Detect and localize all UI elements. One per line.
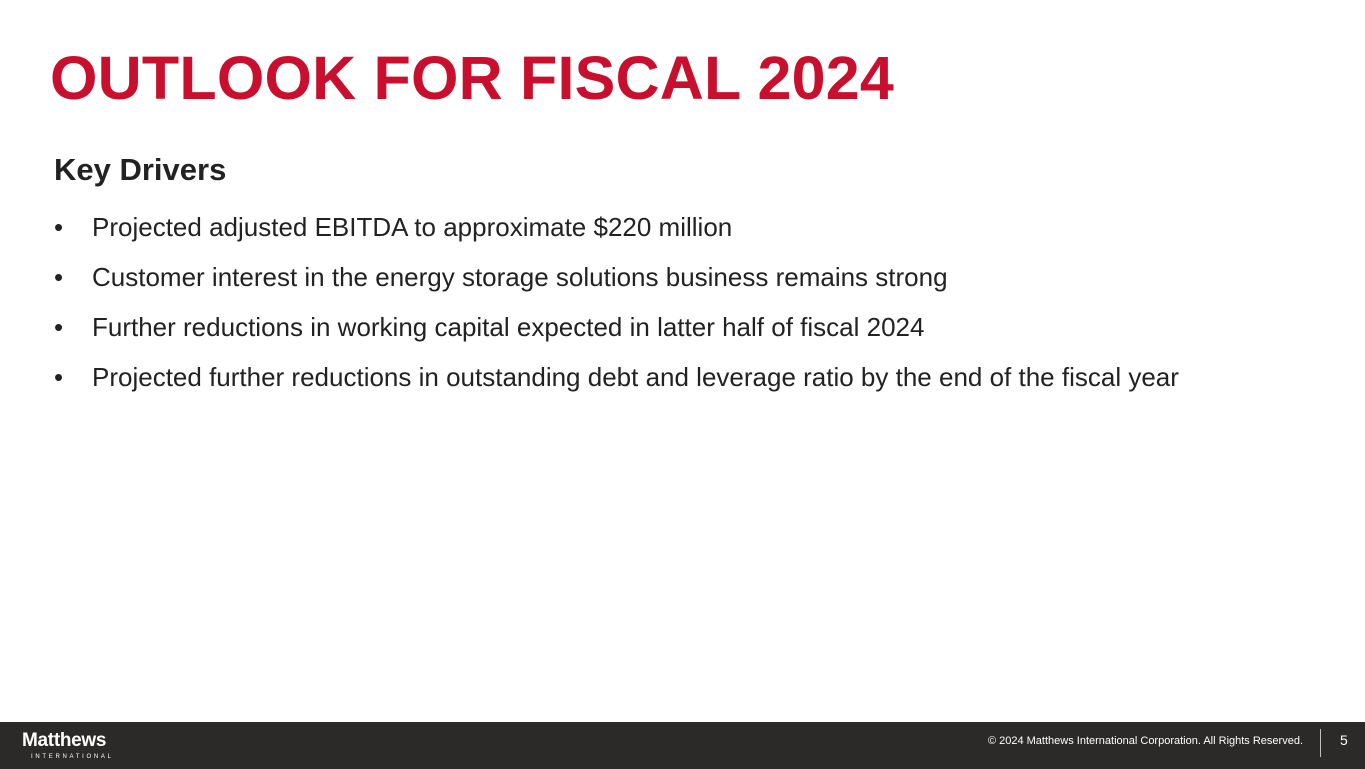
footer-divider: [1320, 729, 1321, 757]
logo-subtext: INTERNATIONAL: [31, 754, 114, 760]
page-number: 5: [1340, 732, 1348, 748]
bullet-text: Projected adjusted EBITDA to approximate $220 million: [92, 212, 733, 242]
section-heading: Key Drivers: [54, 152, 227, 187]
bullet-icon: •: [54, 362, 64, 392]
bullet-icon: •: [54, 312, 64, 342]
slide-title: OUTLOOK FOR FISCAL 2024: [50, 44, 895, 112]
matthews-logo: [22, 726, 132, 764]
logo-wordmark: Matthews: [22, 730, 107, 751]
bullet-text: Customer interest in the energy storage solutions business remains strong: [92, 262, 948, 292]
bullet-icon: •: [54, 262, 64, 292]
bullet-text: Projected further reductions in outstanding debt and leverage ratio by the end of the fiscal year: [92, 362, 1179, 392]
footer-bar: [0, 722, 1365, 769]
bullet-icon: •: [54, 212, 64, 242]
copyright-notice: © 2024 Matthews International Corporation. All Rights Reserved.: [987, 735, 1303, 747]
bullet-text: Further reductions in working capital expected in latter half of fiscal 2024: [92, 312, 925, 342]
